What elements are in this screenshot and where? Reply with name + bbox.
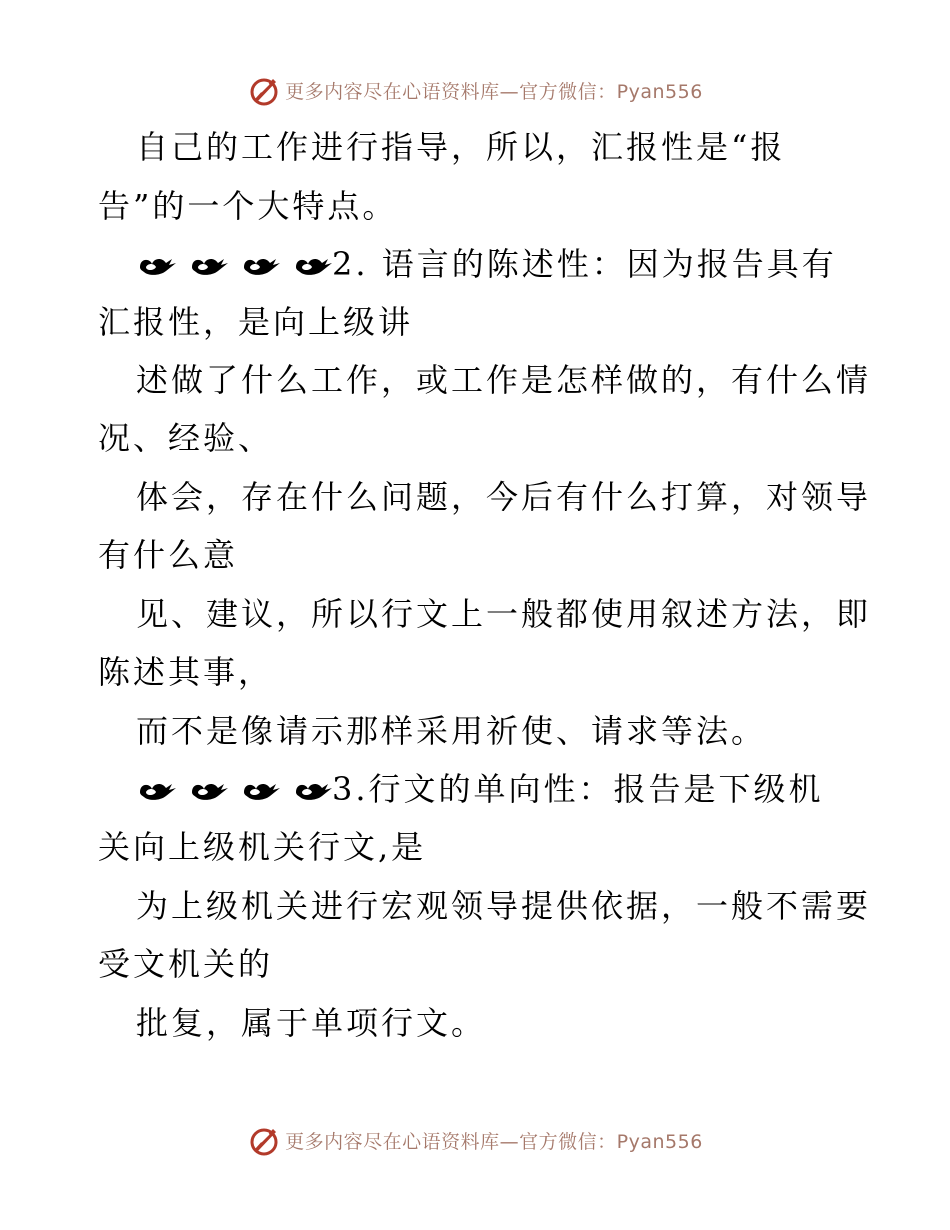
text-line: 陈述其事，: [98, 653, 274, 691]
text-line: 3.行文的单向性：报告是下级机: [332, 770, 824, 808]
text-line: 关向上级机关行文,是: [98, 828, 427, 866]
text-line: 自己的工作进行指导，所以，汇报性是“报: [136, 128, 786, 166]
ornament-bullet-icon: [240, 249, 292, 279]
text-line: 而不是像请示那样采用祈使、请求等法。: [136, 712, 767, 750]
ornament-bullet-icon: [188, 249, 240, 279]
header-watermark-text: 更多内容尽在心语资料库—官方微信：Pyan556: [285, 80, 703, 103]
ornament-bullet-icon: [240, 774, 292, 804]
text-line-with-bullets: [136, 244, 837, 284]
ornament-bullet-icon: [136, 249, 188, 279]
ornament-bullet-icon: [188, 774, 240, 804]
text-line: 述做了什么工作，或工作是怎样做的，有什么情: [136, 361, 872, 399]
ornament-bullet-icon: [292, 249, 332, 279]
text-line: 况、经验、: [98, 419, 274, 457]
text-line: 受文机关的: [98, 945, 274, 983]
text-line-with-bullets: [136, 769, 824, 809]
text-line: 批复，属于单项行文。: [136, 1004, 487, 1042]
quill-pen-logo-icon: [247, 1123, 281, 1157]
text-line: 有什么意: [98, 536, 239, 574]
footer-watermark: [0, 1120, 950, 1160]
text-line: 见、建议，所以行文上一般都使用叙述方法，即: [136, 595, 872, 633]
text-line: 告”的一个大特点。: [98, 187, 398, 225]
text-line: 为上级机关进行宏观领导提供依据，一般不需要: [136, 887, 872, 925]
ornament-bullet-icon: [136, 774, 188, 804]
text-line: 汇报性，是向上级讲: [98, 303, 414, 341]
ornament-bullet-icon: [292, 774, 332, 804]
footer-watermark-text: 更多内容尽在心语资料库—官方微信：Pyan556: [285, 1130, 703, 1153]
text-line: 体会，存在什么问题，今后有什么打算，对领导: [136, 478, 872, 516]
header-watermark: [0, 70, 950, 110]
quill-pen-logo-icon: [247, 73, 281, 107]
text-line: 2. 语言的陈述性：因为报告具有: [332, 245, 837, 283]
